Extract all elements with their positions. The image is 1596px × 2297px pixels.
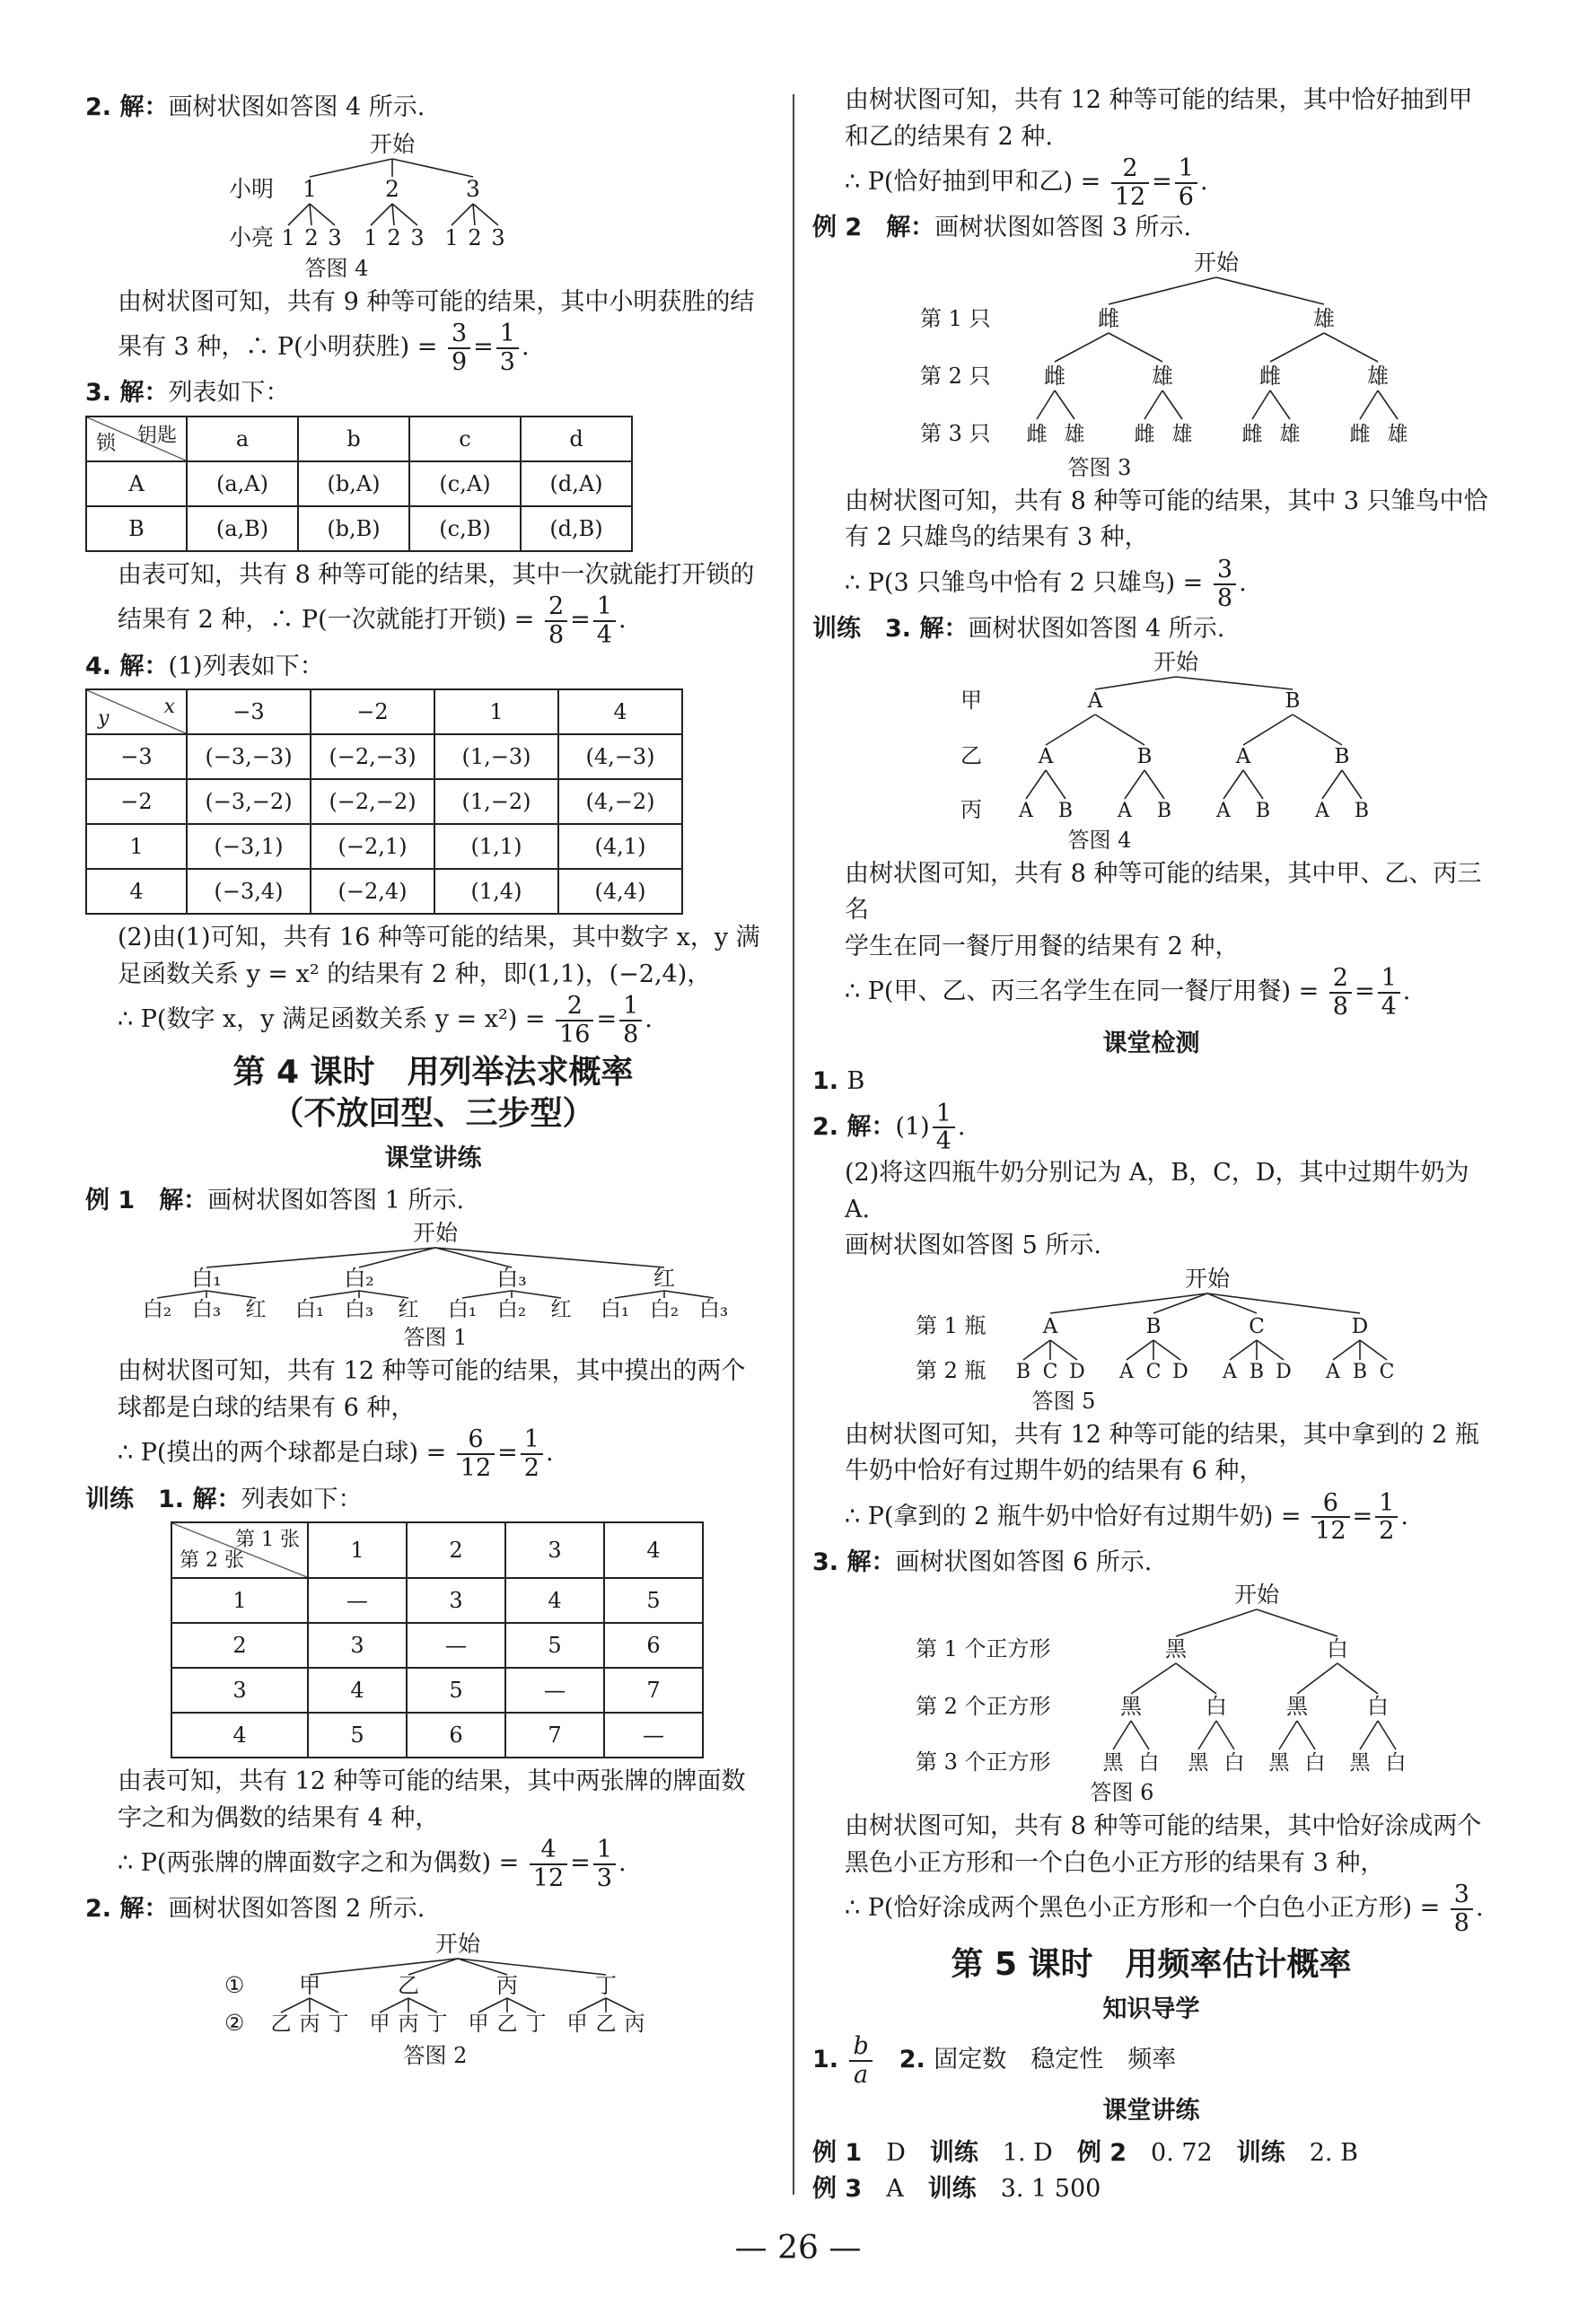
svg-text:黑: 黑 (1349, 1751, 1371, 1775)
formula-line: ∴ P(恰好涂成两个黑色小正方形和一个白色小正方形) = $\frac{3}{8}$ . (845, 1881, 1484, 1938)
training-1-line: 训练 1. 解：列表如下： (85, 1485, 363, 1513)
svg-text:第 3 只: 第 3 只 (920, 420, 991, 446)
text-line: 由树状图可知，共有 12 种等可能的结果，其中摸出的两个 (118, 1357, 746, 1386)
svg-text:甲: 甲 (468, 2012, 489, 2036)
svg-text:雄: 雄 (1313, 305, 1335, 331)
svg-text:B: B (1057, 799, 1074, 822)
tree-root: 开始 (1193, 249, 1240, 276)
svg-text:白₁: 白₁ (191, 1266, 222, 1292)
lesson-subtitle: （不放回型、三步型） (271, 1095, 595, 1133)
svg-text:乙: 乙 (960, 742, 982, 768)
svg-text:1: 1 (303, 175, 317, 202)
svg-text:D: D (1172, 1360, 1188, 1383)
svg-text:白₃: 白₃ (496, 1266, 527, 1292)
tree-root: 开始 (434, 1930, 481, 1957)
formula-line: ∴ P(恰好抽到甲和乙) = $\frac{2}{12}$ = $\frac{1}{6}$ . (845, 154, 1208, 211)
text-line: (2)将这四瓶牛奶分别记为 A，B，C，D，其中过期牛奶为 A. (845, 1159, 1469, 1223)
tree-root: 开始 (369, 130, 416, 157)
svg-text:红: 红 (653, 1266, 675, 1292)
svg-text:①: ① (224, 1971, 245, 1998)
svg-text:白₂: 白₂ (142, 1298, 172, 1320)
svg-text:黑: 黑 (1268, 1751, 1290, 1775)
text-line: 牛奶中恰好有过期牛奶的结果有 6 种， (845, 1457, 1264, 1485)
svg-text:3: 3 (491, 224, 505, 250)
svg-text:A: A (1326, 1360, 1340, 1383)
svg-text:雄: 雄 (1387, 422, 1408, 446)
formula-line: 结果有 2 种，∴ P(一次就能打开锁) = $\frac{2}{8}$ = $\frac{1}{4}$ . (118, 592, 627, 650)
svg-text:第 1 瓶: 第 1 瓶 (916, 1312, 987, 1338)
svg-text:A: A (1042, 1314, 1058, 1338)
svg-text:白: 白 (1385, 1751, 1407, 1775)
tree-label: 小亮 (229, 224, 275, 250)
answers-row-1: 例 1 D 训练 1. D 例 2 0. 72 训练 2. B (812, 2138, 1358, 2167)
svg-text:B: B (1352, 1360, 1368, 1383)
formula-line: ∴ P(两张牌的牌面数字之和为偶数) = $\frac{4}{12}$ = $\frac{1}{3}$ . (118, 1836, 627, 1892)
table-q4: x y −3 −2 1 4 −3 (−3,−3) (−2,−3) (1,−3) (4,−3) −2 (−3,−2) (−2,−2) (1,−2) (4,−2) 1 (−3,1) (−2,1) (1,1) (4,1) 4 (−3,4) (−2,4) (1,4) (4,4) (85, 688, 683, 915)
formula-line: ∴ P(摸出的两个球都是白球) = $\frac{6}{12}$ = $\frac{1}{2}$ . (118, 1425, 554, 1482)
svg-text:甲: 甲 (369, 2012, 390, 2036)
svg-text:黑: 黑 (1102, 1751, 1124, 1775)
svg-text:雌: 雌 (1026, 422, 1048, 446)
section-title: 课堂检测 (1102, 1029, 1200, 1057)
svg-text:D: D (1069, 1360, 1085, 1383)
svg-text:乙: 乙 (496, 2012, 518, 2036)
text-line: 足函数关系 y = x² 的结果有 2 种，即(1,1)，(−2,4)， (118, 960, 712, 988)
svg-text:第 2 瓶: 第 2 瓶 (916, 1357, 987, 1383)
formula-line: ∴ P(数字 x，y 满足函数关系 y = x²) = $\frac{2}{16}$ = $\frac{1}{8}$ . (118, 992, 653, 1048)
text-line: 由表可知，共有 8 种等可能的结果，其中一次就能打开锁的 (118, 560, 755, 589)
svg-text:B: B (1156, 799, 1172, 822)
svg-text:丙: 丙 (398, 2012, 419, 2036)
tree-diagram-training-2 (85, 1930, 781, 2038)
svg-text:A: A (1038, 744, 1054, 768)
svg-text:第 1 只: 第 1 只 (920, 305, 991, 331)
text-line: 画树状图如答图 5 所示. (845, 1232, 1101, 1259)
svg-text:2: 2 (468, 224, 482, 250)
svg-text:白₂: 白₂ (344, 1266, 374, 1292)
check-2-line: 2. 解：(1) $\frac{1}{4}$ . (812, 1099, 966, 1156)
svg-text:黑: 黑 (1120, 1694, 1142, 1720)
svg-text:C: C (1379, 1360, 1395, 1383)
svg-text:1: 1 (281, 224, 295, 250)
svg-text:A: A (1223, 1360, 1237, 1383)
svg-text:C: C (1145, 1360, 1162, 1383)
svg-text:B: B (1145, 1314, 1162, 1338)
svg-text:乙: 乙 (270, 2012, 292, 2036)
svg-text:乙: 乙 (398, 1972, 419, 1998)
figure-caption: 答图 4 (304, 255, 369, 281)
tree-root: 开始 (412, 1221, 459, 1247)
svg-text:第 2 个正方形: 第 2 个正方形 (916, 1694, 1051, 1720)
svg-text:②: ② (224, 2009, 245, 2036)
section-title: 课堂讲练 (384, 1144, 482, 1173)
svg-text:白₁: 白₁ (447, 1298, 478, 1320)
text-line: 由树状图可知，共有 12 种等可能的结果，其中拿到的 2 瓶 (845, 1420, 1479, 1449)
table-training-1: 第 1 张 第 2 张 1 2 3 4 1 — 3 4 5 2 3 — 5 6 3 4 5 — 7 4 5 6 7 — (171, 1521, 704, 1758)
svg-text:A: A (1019, 799, 1033, 822)
svg-text:白: 白 (1304, 1751, 1326, 1775)
svg-text:A: A (1315, 799, 1329, 822)
svg-text:1: 1 (444, 224, 459, 250)
svg-text:B: B (1285, 688, 1301, 713)
svg-text:雌: 雌 (1044, 363, 1065, 389)
svg-text:A: A (1118, 799, 1132, 822)
svg-text:白: 白 (1327, 1636, 1348, 1662)
svg-text:白₁: 白₁ (600, 1298, 630, 1320)
svg-text:白₁: 白₁ (294, 1298, 325, 1320)
svg-text:黑: 黑 (1286, 1694, 1308, 1720)
svg-text:C: C (1249, 1314, 1265, 1338)
svg-text:丁: 丁 (525, 2012, 547, 2036)
q2-line: 2. 解：画树状图如答图 4 所示. (85, 93, 425, 121)
text-line: 学生在同一餐厅用餐的结果有 2 种， (845, 932, 1240, 960)
svg-text:黑: 黑 (1165, 1636, 1187, 1662)
svg-text:3: 3 (466, 175, 480, 202)
svg-text:白: 白 (1138, 1751, 1160, 1775)
svg-text:丙: 丙 (299, 2012, 320, 2036)
svg-text:白₃: 白₃ (344, 1298, 374, 1320)
figure-caption: 答图 1 (403, 1325, 468, 1351)
text-line: (2)由(1)可知，共有 16 种等可能的结果，其中数字 x，y 满 (118, 924, 760, 952)
formula-line: ∴ P(甲、乙、丙三名学生在同一餐厅用餐) = $\frac{2}{8}$ = $\frac{1}{4}$ . (845, 964, 1411, 1021)
svg-text:B: B (1354, 799, 1370, 822)
tree-diagram-training-3 (812, 650, 1490, 829)
svg-text:D: D (1351, 1314, 1369, 1338)
figure-caption: 答图 6 (1090, 1780, 1154, 1806)
svg-text:甲: 甲 (566, 2012, 588, 2036)
svg-text:B: B (1255, 799, 1271, 822)
svg-text:丙: 丙 (960, 796, 982, 822)
svg-text:丙: 丙 (624, 2012, 645, 2036)
guide-answers: 1. $\frac{b}{a}$ 2. 固定数 稳定性 频率 (812, 2032, 1177, 2089)
svg-text:B: B (1249, 1360, 1265, 1383)
text-line: 由树状图可知，共有 12 种等可能的结果，其中恰好抽到甲 (845, 86, 1473, 114)
svg-text:红: 红 (245, 1298, 267, 1320)
svg-text:D: D (1276, 1360, 1292, 1383)
answers-row-2: 例 3 A 训练 3. 1 500 (812, 2175, 1101, 2204)
tree-diagram-ex1 (85, 1221, 781, 1319)
svg-text:雄: 雄 (1367, 363, 1389, 389)
svg-text:雄: 雄 (1171, 422, 1193, 446)
tree-root: 开始 (1184, 1266, 1231, 1292)
svg-text:丙: 丙 (496, 1972, 518, 1998)
figure-caption: 答图 5 (1031, 1388, 1096, 1414)
text-line: 由树状图可知，共有 8 种等可能的结果，其中恰好涂成两个 (845, 1812, 1482, 1841)
ex2-line: 例 2 解：画树状图如答图 3 所示. (812, 214, 1192, 242)
svg-text:雄: 雄 (1279, 422, 1301, 446)
section-title: 知识导学 (1102, 1995, 1200, 2023)
ex1-line: 例 1 解：画树状图如答图 1 所示. (85, 1186, 465, 1214)
tree-diagram-check-3 (812, 1582, 1490, 1780)
svg-text:丁: 丁 (426, 2012, 448, 2036)
svg-text:3: 3 (328, 224, 342, 250)
column-divider (793, 94, 794, 2195)
svg-text:第 3 个正方形: 第 3 个正方形 (916, 1749, 1051, 1775)
lesson-title: 第 5 课时 用频率估计概率 (951, 1945, 1352, 1983)
svg-text:白: 白 (1223, 1751, 1245, 1775)
text-line: 由树状图可知，共有 8 种等可能的结果，其中甲、乙、丙三名 (845, 859, 1482, 925)
svg-text:雄: 雄 (1152, 363, 1173, 389)
svg-text:1: 1 (364, 224, 378, 250)
text-line: 由树状图可知，共有 8 种等可能的结果，其中 3 只雏鸟中恰 (845, 487, 1488, 515)
formula-line: ∴ P(拿到的 2 瓶牛奶中恰好有过期牛奶) = $\frac{6}{12}$ = $\frac{1}{2}$ . (845, 1488, 1408, 1546)
svg-text:甲: 甲 (299, 1972, 320, 1998)
svg-text:2: 2 (385, 175, 399, 202)
svg-text:白₂: 白₂ (496, 1298, 527, 1320)
svg-text:雌: 雌 (1134, 422, 1155, 446)
left-column (85, 90, 781, 2072)
svg-text:黑: 黑 (1188, 1751, 1209, 1775)
text-line: 由树状图可知，共有 9 种等可能的结果，其中小明获胜的结 (118, 287, 755, 316)
text-line: 由表可知，共有 12 种等可能的结果，其中两张牌的牌面数 (118, 1767, 746, 1796)
text-line: 黑色小正方形和一个白色小正方形的结果有 3 种， (845, 1848, 1385, 1877)
svg-text:第 2 只: 第 2 只 (920, 363, 991, 389)
tree-label: 小明 (229, 175, 275, 202)
svg-text:丁: 丁 (595, 1972, 617, 1998)
svg-text:C: C (1042, 1360, 1058, 1383)
svg-text:3: 3 (410, 224, 425, 250)
check-3-line: 3. 解：画树状图如答图 6 所示. (812, 1547, 1153, 1576)
svg-text:2: 2 (304, 224, 319, 250)
svg-text:A: A (1216, 799, 1231, 822)
svg-text:B: B (1334, 744, 1350, 768)
lesson-title: 第 4 课时 用列举法求概率 (232, 1053, 634, 1091)
formula-line: 果有 3 种，∴ P(小明获胜) = $\frac{3}{9}$ = $\frac{1}{3}$ . (118, 320, 530, 376)
svg-text:B: B (1136, 744, 1153, 768)
text-line: 和乙的结果有 2 种. (845, 122, 1053, 151)
formula-line: ∴ P(3 只雏鸟中恰有 2 只雄鸟) = $\frac{3}{8}$ . (845, 555, 1247, 612)
svg-text:B: B (1015, 1360, 1031, 1383)
svg-text:A: A (1119, 1360, 1134, 1383)
svg-text:白: 白 (1206, 1694, 1227, 1720)
svg-text:雌: 雌 (1241, 422, 1263, 446)
svg-text:丁: 丁 (328, 2012, 349, 2036)
tree-root: 开始 (1153, 649, 1199, 675)
svg-text:雌: 雌 (1349, 422, 1371, 446)
svg-text:2: 2 (387, 224, 401, 250)
svg-text:红: 红 (398, 1298, 419, 1320)
tree-diagram-q2 (85, 128, 781, 263)
text-line: 字之和为偶数的结果有 4 种， (118, 1803, 440, 1832)
svg-text:白: 白 (1367, 1694, 1389, 1720)
figure-caption: 答图 3 (1067, 454, 1132, 480)
svg-text:A: A (1235, 744, 1251, 768)
svg-text:白₃: 白₃ (191, 1298, 222, 1320)
svg-text:红: 红 (550, 1298, 572, 1320)
svg-text:A: A (1087, 688, 1103, 713)
check-1-line: 1. B (812, 1067, 865, 1096)
tree-diagram-check-2 (812, 1267, 1490, 1383)
page-number: — 26 — (734, 2230, 862, 2266)
text-line: 球都是白球的结果有 6 种， (118, 1393, 416, 1422)
svg-text:乙: 乙 (595, 2012, 617, 2036)
figure-caption: 答图 4 (1067, 827, 1132, 853)
tree-diagram-ex2 (812, 249, 1490, 460)
svg-text:雄: 雄 (1064, 422, 1085, 446)
training-3-line: 训练 3. 解：画树状图如答图 4 所示. (812, 615, 1225, 644)
svg-text:甲: 甲 (960, 687, 982, 713)
svg-text:白₂: 白₂ (649, 1298, 680, 1320)
svg-text:雌: 雌 (1098, 305, 1119, 331)
section-title: 课堂讲练 (1102, 2097, 1200, 2126)
text-line: 有 2 只雄鸟的结果有 3 种， (845, 523, 1149, 552)
svg-text:白₃: 白₃ (698, 1298, 729, 1320)
training-2-line: 2. 解：画树状图如答图 2 所示. (85, 1895, 425, 1924)
q4-line: 4. 解：(1)列表如下： (85, 652, 324, 680)
table-q3: 钥匙 锁 a b c d A (a,A) (b,A) (c,A) (d,A) B (a,B) (b,B) (c,B) (d,B) (85, 416, 633, 552)
svg-text:雌: 雌 (1259, 363, 1281, 389)
right-column (812, 86, 1490, 2208)
q3-line: 3. 解：列表如下： (85, 379, 290, 408)
figure-caption: 答图 2 (403, 2042, 468, 2068)
svg-text:第 1 个正方形: 第 1 个正方形 (916, 1636, 1051, 1662)
tree-root: 开始 (1233, 1582, 1280, 1609)
